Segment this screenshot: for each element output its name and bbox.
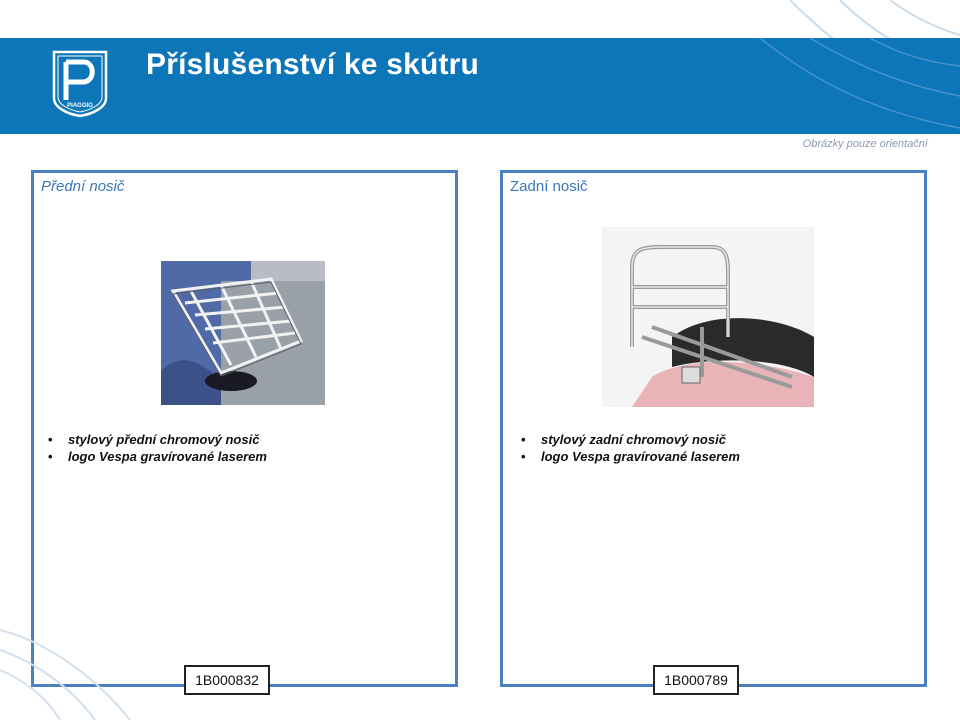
feature-list xyxy=(519,431,740,465)
feature-list xyxy=(46,431,267,465)
card-title: Zadní nosič xyxy=(510,178,588,195)
feature-item: • stylový zadní chromový nosič xyxy=(519,431,740,448)
header-swirl-overlay xyxy=(0,0,960,140)
product-code: 1B000832 xyxy=(184,665,270,695)
images-disclaimer: Obrázky pouze orientační xyxy=(802,138,928,150)
product-code: 1B000789 xyxy=(653,665,739,695)
card-title: Přední nosič xyxy=(41,178,125,195)
feature-item: • logo Vespa gravírované laserem xyxy=(46,448,267,465)
front-rack-image xyxy=(161,261,325,405)
feature-item: • logo Vespa gravírované laserem xyxy=(519,448,740,465)
page-title: Příslušenství ke skútru xyxy=(146,48,480,81)
logo-lettering: PIAGGIO xyxy=(67,103,93,109)
card-rear-rack xyxy=(500,170,927,687)
bottom-swirl-decoration xyxy=(0,610,200,720)
rear-rack-image xyxy=(602,227,814,407)
feature-item: • stylový přední chromový nosič xyxy=(46,431,267,448)
piaggio-logo xyxy=(52,50,108,118)
